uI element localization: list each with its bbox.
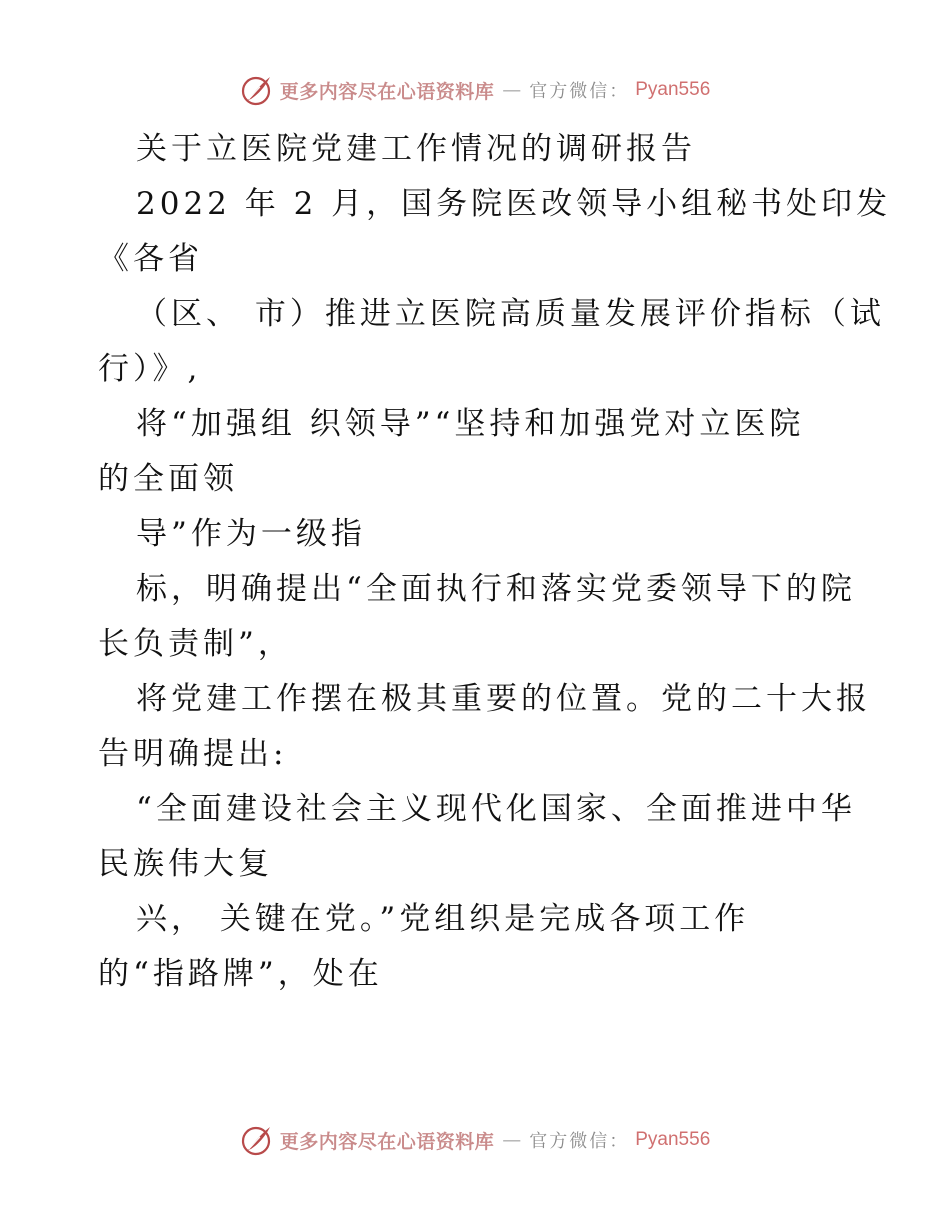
paragraph-line: 将“加强组 织领导”“坚持和加强党对立医院 [136,406,805,442]
paragraph-line: 长负责制”， [98,626,293,662]
paragraph-line: 告明确提出: [98,736,288,772]
paragraph-line: 标，明确提出“全面执行和落实党委领导下的院 [136,571,856,607]
document-title: 关于立医院党建工作情况的调研报告 [136,131,696,167]
watermark-dash: — [502,79,522,101]
paragraph-line: 《各省 [98,241,203,277]
paragraph-line: 的“指路牌”，处在 [98,956,383,992]
watermark-wechat-id: Pyan556 [635,79,711,100]
watermark-dash: — [502,1129,522,1151]
watermark-official-label: 官方微信： [529,81,630,102]
document-body [98,122,892,1002]
feather-pen-logo-icon [240,1123,274,1157]
watermark-brand-text: 更多内容尽在心语资料库 [279,80,495,103]
paragraph-line: 兴， 关键在党。”党组织是完成各项工作 [136,901,750,937]
paragraph-line: 的全面领 [98,461,238,497]
paragraph-line: 民族伟大复 [98,846,273,882]
feather-pen-logo-icon [240,73,274,107]
header-watermark [0,70,950,110]
watermark-official-label: 官方微信： [529,1131,630,1152]
footer-watermark [0,1120,950,1160]
paragraph-line: 将党建工作摆在极其重要的位置。党的二十大报 [136,681,871,717]
paragraph-line: 2022 年 2 月，国务院医改领导小组秘书处印发 [136,186,892,222]
paragraph-line: 导”作为一级指 [136,516,366,552]
paragraph-line: “全面建设社会主义现代化国家、全面推进中华 [136,791,856,827]
watermark-brand-text: 更多内容尽在心语资料库 [279,1130,495,1153]
paragraph-line: （区、 市）推进立医院高质量发展评价指标（试 [136,296,885,332]
watermark-wechat-id: Pyan556 [635,1129,711,1150]
paragraph-line: 行）》, [98,351,202,387]
